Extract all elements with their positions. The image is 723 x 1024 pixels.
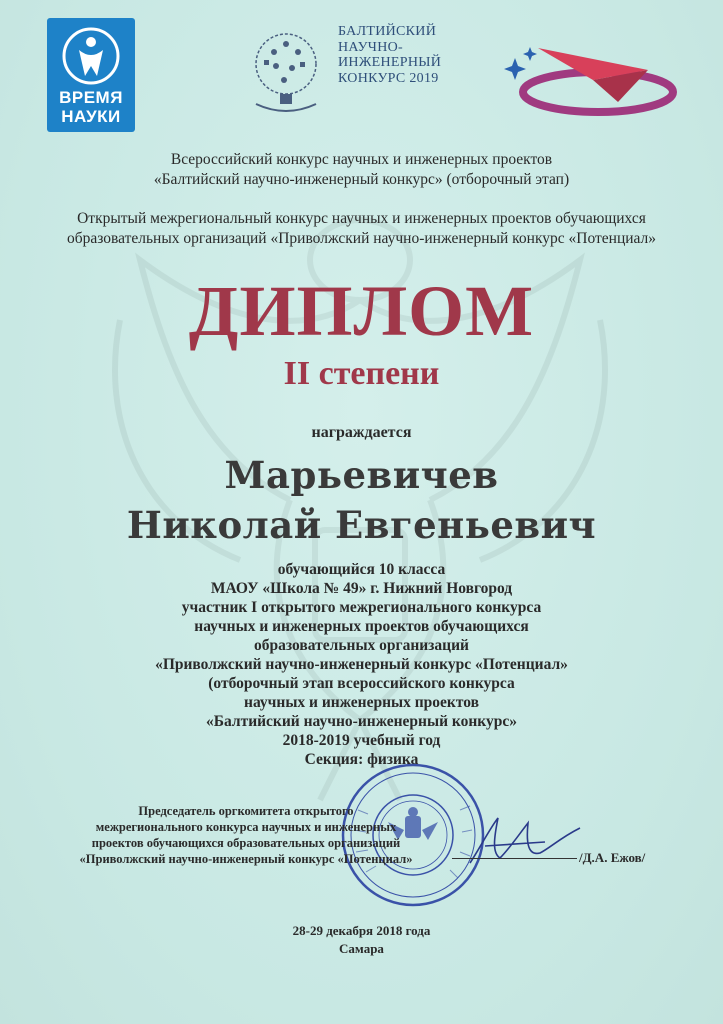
signature-line-text: «Приволжский научно-инженерный конкурс «Потенциал» (79, 852, 413, 866)
body-line: обучающийся 10 класса (277, 561, 446, 578)
header-line-2: «Балтийский научно-инженерный конкурс» (отборочный этап) (153, 171, 570, 188)
baltic-contest-logo-text (338, 24, 441, 86)
recipient-given-names: Николай Евгеньевич (126, 503, 597, 547)
header-line-1: Всероссийский конкурс научных и инженерных проектов (170, 151, 553, 168)
body-line: научных и инженерных проектов обучающихся (194, 618, 529, 635)
body-line: МАОУ «Школа № 49» г. Нижний Новгород (210, 580, 513, 597)
body-line: образовательных организаций (254, 637, 469, 654)
body-line: Секция: физика (304, 751, 419, 768)
diploma-title: ДИПЛОМ (188, 271, 535, 351)
baltic-line-4: КОНКУРС 2019 (338, 70, 439, 86)
recipient-surname: Марьевичев (224, 453, 499, 497)
handwritten-signature (450, 808, 600, 878)
signature-line-text: Председатель оргкомитета открытого (138, 804, 354, 818)
footer-date: 28-29 декабря 2018 года (292, 923, 431, 938)
signature-underline (452, 858, 577, 859)
header-line-4: образовательных организаций «Приволжский научно-инженерный конкурс «Потенциал» (66, 230, 657, 247)
baltic-line-3: ИНЖЕНЕРНЫЙ (338, 55, 442, 70)
baltic-line-2: НАУЧНО- (338, 39, 403, 55)
body-line: «Приволжский научно-инженерный конкурс «Потенциал» (155, 656, 568, 673)
potential-contest-logo-icon (498, 40, 678, 120)
signatory-name: /Д.А. Ежов/ (579, 850, 646, 865)
header-line-3: Открытый межрегиональный конкурс научных и инженерных проектов обучающихся (77, 210, 646, 227)
awarded-label: награждается (311, 424, 412, 441)
baltic-line-1: БАЛТИЙСКИЙ (338, 24, 437, 39)
signature-block (36, 803, 456, 867)
diploma-degree: II степени (283, 355, 440, 392)
footer-city: Самара (339, 941, 384, 956)
signature-line-text: межрегионального конкурса научных и инженерных (95, 820, 397, 834)
logo-text-line2: НАУКИ (61, 107, 121, 126)
body-line: «Балтийский научно-инженерный конкурс» (206, 713, 517, 730)
baltic-contest-globe-icon (236, 22, 336, 122)
diploma-body (0, 560, 723, 769)
logo-text-line1: ВРЕМЯ (59, 88, 123, 107)
vremya-nauki-logo (47, 18, 135, 132)
body-line: (отборочный этап всероссийского конкурса (208, 675, 515, 692)
body-line: участник I открытого межрегионального конкурса (181, 599, 542, 616)
body-line: научных и инженерных проектов (244, 694, 479, 711)
body-line: 2018-2019 учебный год (282, 732, 441, 749)
signature-line-text: проектов обучающихся образовательных организаций (91, 836, 401, 850)
footer (0, 922, 723, 958)
science-person-icon (61, 26, 121, 86)
